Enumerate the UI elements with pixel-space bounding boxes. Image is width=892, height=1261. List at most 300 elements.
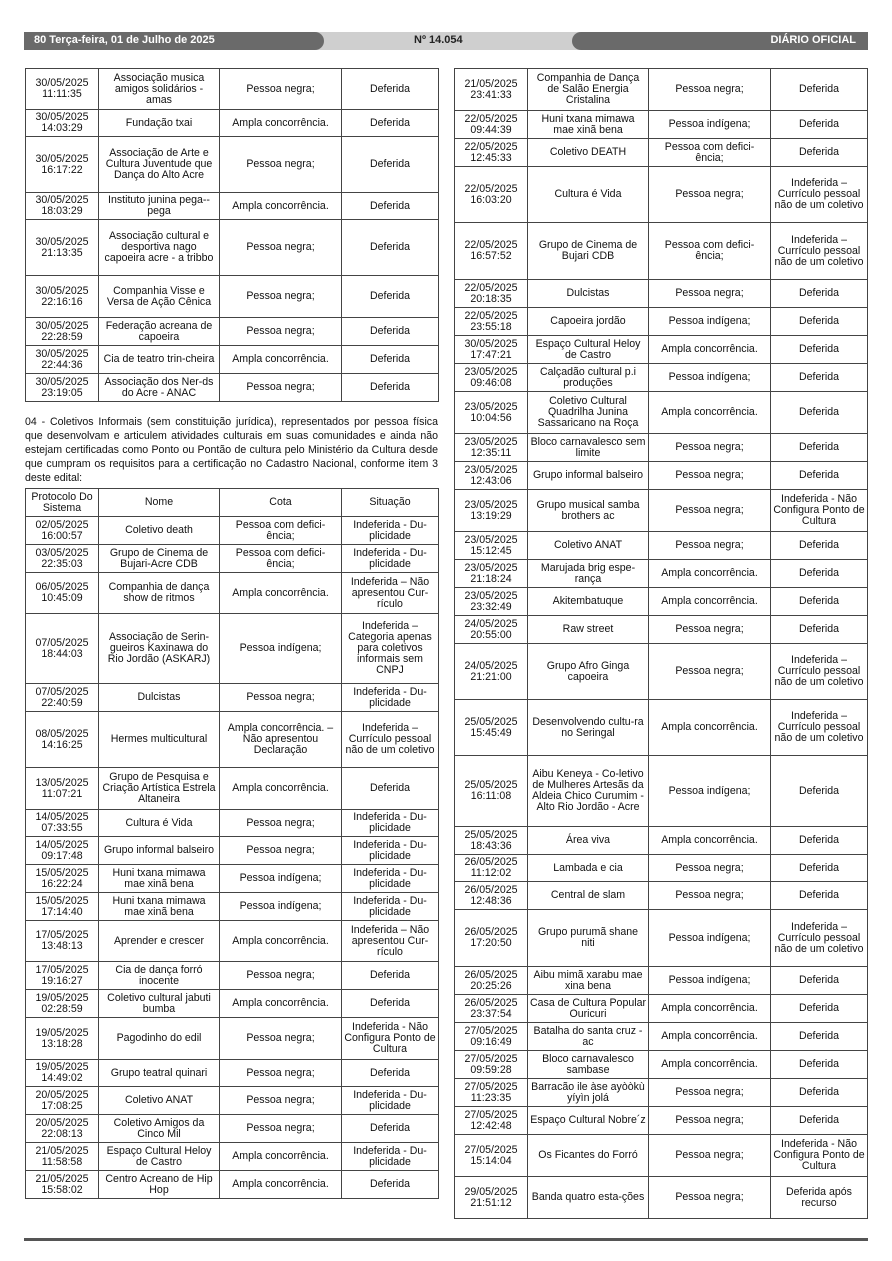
table-row xyxy=(455,223,868,280)
table-row xyxy=(26,276,439,318)
table-row xyxy=(26,865,439,893)
protocolo-cell: 23/05/2025 12:35:11 xyxy=(455,434,528,462)
protocolo-cell: 20/05/2025 17:08:25 xyxy=(26,1087,99,1115)
nome-cell: Coletivo Cultural Quadrilha Junina Sassaricano na Roça xyxy=(528,392,649,434)
table-row xyxy=(455,616,868,644)
situacao-cell: Indeferida - Du-plicidade xyxy=(342,517,439,545)
table-row xyxy=(455,167,868,223)
table-row xyxy=(455,910,868,967)
col-header-situacao: Situação xyxy=(342,489,439,517)
table-body xyxy=(455,69,868,1219)
situacao-cell: Indeferida – Currículo pessoal não de um coletivo xyxy=(771,644,868,700)
nome-cell: Aibu Keneya - Co-letivo de Mulheres Artesãs da Aldeia Chico Curumim - Alto Rio Jordão - Acre xyxy=(528,756,649,827)
table-row xyxy=(455,139,868,167)
nome-cell: Dulcistas xyxy=(528,280,649,308)
nome-cell: Coletivo Amigos da Cinco Mil xyxy=(99,1115,220,1143)
table-body xyxy=(26,69,439,402)
cota-cell: Pessoa indígena; xyxy=(649,364,771,392)
cota-cell: Pessoa indígena; xyxy=(649,967,771,995)
table-row xyxy=(26,318,439,346)
nome-cell: Marujada brig espe-rança xyxy=(528,560,649,588)
cota-cell: Ampla concorrência. xyxy=(220,1171,342,1199)
cota-cell: Pessoa negra; xyxy=(649,69,771,111)
nome-cell: Companhia Visse e Versa de Ação Cênica xyxy=(99,276,220,318)
table-row xyxy=(455,111,868,139)
cota-cell: Pessoa negra; xyxy=(649,644,771,700)
cota-cell: Pessoa negra; xyxy=(220,1087,342,1115)
situacao-cell: Deferida xyxy=(771,995,868,1023)
cota-cell: Pessoa negra; xyxy=(220,318,342,346)
table-row xyxy=(455,490,868,532)
cota-cell: Ampla concorrência. – Não apresentou Declaração xyxy=(220,712,342,768)
cota-cell: Pessoa negra; xyxy=(649,616,771,644)
protocolo-cell: 26/05/2025 23:37:54 xyxy=(455,995,528,1023)
nome-cell: Grupo de Cinema de Bujari CDB xyxy=(528,223,649,280)
protocolo-cell: 21/05/2025 15:58:02 xyxy=(26,1171,99,1199)
table-row xyxy=(26,1171,439,1199)
situacao-cell: Deferida xyxy=(771,69,868,111)
protocolo-cell: 23/05/2025 13:19:29 xyxy=(455,490,528,532)
cota-cell: Pessoa negra; xyxy=(220,220,342,276)
table-row xyxy=(455,532,868,560)
situacao-cell: Deferida xyxy=(771,616,868,644)
protocolo-cell: 24/05/2025 21:21:00 xyxy=(455,644,528,700)
situacao-cell: Deferida xyxy=(342,318,439,346)
cota-cell: Pessoa negra; xyxy=(649,882,771,910)
col-header-nome: Nome xyxy=(99,489,220,517)
cota-cell: Pessoa negra; xyxy=(220,69,342,110)
situacao-cell: Indeferida - Du-plicidade xyxy=(342,1143,439,1171)
nome-cell: Cia de teatro trin-cheira xyxy=(99,346,220,374)
nome-cell: Associação dos Ner-ds do Acre - ANAC xyxy=(99,374,220,402)
table-row xyxy=(26,837,439,865)
nome-cell: Coletivo DEATH xyxy=(528,139,649,167)
protocolo-cell: 22/05/2025 12:45:33 xyxy=(455,139,528,167)
cota-cell: Pessoa negra; xyxy=(649,490,771,532)
protocolo-cell: 03/05/2025 22:35:03 xyxy=(26,545,99,573)
cota-cell: Pessoa indígena; xyxy=(649,756,771,827)
cota-cell: Pessoa negra; xyxy=(649,1107,771,1135)
cota-cell: Pessoa negra; xyxy=(220,1018,342,1060)
situacao-cell: Deferida xyxy=(342,374,439,402)
situacao-cell: Indeferida - Du-plicidade xyxy=(342,1087,439,1115)
nome-cell: Grupo Afro Ginga capoeira xyxy=(528,644,649,700)
cota-cell: Ampla concorrência. xyxy=(220,990,342,1018)
situacao-cell: Indeferida – Não apresentou Cur-rículo xyxy=(342,573,439,614)
table-row xyxy=(455,827,868,855)
table-row xyxy=(455,756,868,827)
cota-cell: Pessoa indígena; xyxy=(649,910,771,967)
protocolo-cell: 26/05/2025 11:12:02 xyxy=(455,855,528,882)
cota-cell: Ampla concorrência. xyxy=(649,995,771,1023)
situacao-cell: Deferida xyxy=(771,855,868,882)
table-row xyxy=(26,517,439,545)
cota-cell: Pessoa negra; xyxy=(220,137,342,193)
protocolo-cell: 08/05/2025 14:16:25 xyxy=(26,712,99,768)
table-row xyxy=(455,1079,868,1107)
table-row xyxy=(26,374,439,402)
cota-cell: Pessoa negra; xyxy=(220,837,342,865)
situacao-cell: Indeferida – Currículo pessoal não de um coletivo xyxy=(771,700,868,756)
nome-cell: Federação acreana de capoeira xyxy=(99,318,220,346)
nome-cell: Fundação txai xyxy=(99,110,220,137)
cota-cell: Ampla concorrência. xyxy=(649,700,771,756)
protocolo-cell: 30/05/2025 16:17:22 xyxy=(26,137,99,193)
table-row xyxy=(455,434,868,462)
protocolo-cell: 30/05/2025 14:03:29 xyxy=(26,110,99,137)
table-row xyxy=(455,336,868,364)
table-row xyxy=(26,1060,439,1087)
nome-cell: Central de slam xyxy=(528,882,649,910)
situacao-cell: Deferida xyxy=(342,990,439,1018)
cota-cell: Ampla concorrência. xyxy=(649,1023,771,1051)
nome-cell: Companhia de dança show de ritmos xyxy=(99,573,220,614)
protocolo-cell: 19/05/2025 13:18:28 xyxy=(26,1018,99,1060)
nome-cell: Grupo teatral quinari xyxy=(99,1060,220,1087)
protocolo-cell: 25/05/2025 18:43:36 xyxy=(455,827,528,855)
cota-cell: Ampla concorrência. xyxy=(220,573,342,614)
protocolo-cell: 23/05/2025 10:04:56 xyxy=(455,392,528,434)
nome-cell: Hermes multicultural xyxy=(99,712,220,768)
situacao-cell: Deferida xyxy=(342,1171,439,1199)
situacao-cell: Deferida xyxy=(771,434,868,462)
cota-cell: Pessoa negra; xyxy=(220,810,342,837)
cota-cell: Ampla concorrência. xyxy=(649,1051,771,1079)
nome-cell: Coletivo cultural jabuti bumba xyxy=(99,990,220,1018)
table-row xyxy=(455,1051,868,1079)
protocolo-cell: 26/05/2025 12:48:36 xyxy=(455,882,528,910)
cota-cell: Pessoa indígena; xyxy=(649,308,771,336)
cota-cell: Pessoa com defici-ência; xyxy=(220,545,342,573)
nome-cell: Huni txana mimawa mae xinã bena xyxy=(99,865,220,893)
table-row xyxy=(26,545,439,573)
nome-cell: Companhia de Dança de Salão Energia Cristalina xyxy=(528,69,649,111)
nome-cell: Grupo de Pesquisa e Criação Artística Estrela Altaneira xyxy=(99,768,220,810)
table-row xyxy=(455,1023,868,1051)
nome-cell: Cia de dança forró inocente xyxy=(99,962,220,990)
table-row xyxy=(455,644,868,700)
nome-cell: Barracão ile àse ayòòkù yíyìn jolá xyxy=(528,1079,649,1107)
situacao-cell: Deferida xyxy=(342,276,439,318)
table-row xyxy=(26,810,439,837)
table-row xyxy=(455,280,868,308)
protocolo-cell: 30/05/2025 18:03:29 xyxy=(26,193,99,220)
table-row xyxy=(455,364,868,392)
nome-cell: Grupo de Cinema de Bujari-Acre CDB xyxy=(99,545,220,573)
table-row xyxy=(455,995,868,1023)
section-04-paragraph: 04 - Coletivos Informais (sem constituição jurídica), representados por pessoa física que desenvolvam e articulem atividades culturais em suas comunidades e ainda não estejam certificadas como Ponto ou Pontão de cultura pelo Ministério da Cultura desde que cumpram os requisitos para a certificação no Cadastro Nacional, conforme item 3 deste edital: xyxy=(25,416,438,484)
nome-cell: Os Ficantes do Forró xyxy=(528,1135,649,1177)
cota-cell: Pessoa indígena; xyxy=(220,614,342,684)
nome-cell: Calçadão cultural p.i produções xyxy=(528,364,649,392)
situacao-cell: Deferida xyxy=(342,1115,439,1143)
cota-cell: Pessoa negra; xyxy=(649,167,771,223)
cota-cell: Ampla concorrência. xyxy=(220,110,342,137)
cota-cell: Pessoa indígena; xyxy=(220,893,342,921)
col-header-cota: Cota xyxy=(220,489,342,517)
situacao-cell: Deferida xyxy=(771,1051,868,1079)
nome-cell: Associação de Serin-gueiros Kaxinawa do Rio Jordão (ASKARJ) xyxy=(99,614,220,684)
table-row xyxy=(26,768,439,810)
situacao-cell: Deferida xyxy=(771,827,868,855)
situacao-cell: Deferida xyxy=(342,1060,439,1087)
cota-cell: Pessoa com defici-ência; xyxy=(220,517,342,545)
protocolo-cell: 29/05/2025 21:51:12 xyxy=(455,1177,528,1219)
nome-cell: Espaço Cultural Nobre´z xyxy=(528,1107,649,1135)
table-row xyxy=(26,921,439,962)
situacao-cell: Deferida xyxy=(771,588,868,616)
nome-cell: Coletivo ANAT xyxy=(99,1087,220,1115)
table-row xyxy=(26,712,439,768)
protocolo-cell: 26/05/2025 17:20:50 xyxy=(455,910,528,967)
protocolo-cell: 27/05/2025 11:23:35 xyxy=(455,1079,528,1107)
situacao-cell: Indeferida – Categoria apenas para coletivos informais sem CNPJ xyxy=(342,614,439,684)
protocolo-cell: 21/05/2025 11:58:58 xyxy=(26,1143,99,1171)
nome-cell: Aprender e crescer xyxy=(99,921,220,962)
nome-cell: Bloco carnavalesco sambase xyxy=(528,1051,649,1079)
situacao-cell: Indeferida - Du-plicidade xyxy=(342,893,439,921)
protocolo-cell: 15/05/2025 17:14:40 xyxy=(26,893,99,921)
table-body xyxy=(26,517,439,1199)
cota-cell: Ampla concorrência. xyxy=(649,560,771,588)
protocolo-cell: 14/05/2025 09:17:48 xyxy=(26,837,99,865)
page-date: 80 Terça-feira, 01 de Julho de 2025 xyxy=(34,34,215,46)
situacao-cell: Deferida xyxy=(771,280,868,308)
protocolo-cell: 13/05/2025 11:07:21 xyxy=(26,768,99,810)
situacao-cell: Deferida xyxy=(771,364,868,392)
nome-cell: Espaço Cultural Heloy de Castro xyxy=(528,336,649,364)
table-row xyxy=(26,573,439,614)
protocolo-cell: 26/05/2025 20:25:26 xyxy=(455,967,528,995)
table-row xyxy=(455,1107,868,1135)
cota-cell: Pessoa negra; xyxy=(649,1079,771,1107)
nome-cell: Grupo informal balseiro xyxy=(99,837,220,865)
table-row xyxy=(455,462,868,490)
situacao-cell: Indeferida – Não apresentou Cur-rículo xyxy=(342,921,439,962)
col-header-protocolo: Protocolo Do Sistema xyxy=(26,489,99,517)
coletivos-informais-table-continued xyxy=(454,68,868,1219)
footer-rule xyxy=(24,1238,868,1241)
table-row xyxy=(26,614,439,684)
cota-cell: Ampla concorrência. xyxy=(649,827,771,855)
cota-cell: Pessoa indígena; xyxy=(649,111,771,139)
situacao-cell: Indeferida - Du-plicidade xyxy=(342,545,439,573)
table-row xyxy=(26,893,439,921)
situacao-cell: Indeferida - Não Configura Ponto de Cultura xyxy=(342,1018,439,1060)
nome-cell: Grupo informal balseiro xyxy=(528,462,649,490)
protocolo-cell: 27/05/2025 09:16:49 xyxy=(455,1023,528,1051)
situacao-cell: Deferida após recurso xyxy=(771,1177,868,1219)
situacao-cell: Deferida xyxy=(771,967,868,995)
protocolo-cell: 30/05/2025 22:28:59 xyxy=(26,318,99,346)
table-row xyxy=(26,137,439,193)
protocolo-cell: 19/05/2025 14:49:02 xyxy=(26,1060,99,1087)
nome-cell: Coletivo ANAT xyxy=(528,532,649,560)
protocolo-cell: 07/05/2025 22:40:59 xyxy=(26,684,99,712)
cota-cell: Pessoa negra; xyxy=(649,434,771,462)
nome-cell: Raw street xyxy=(528,616,649,644)
cota-cell: Ampla concorrência. xyxy=(649,588,771,616)
cota-cell: Pessoa negra; xyxy=(649,280,771,308)
cota-cell: Pessoa negra; xyxy=(220,1115,342,1143)
situacao-cell: Deferida xyxy=(771,756,868,827)
cota-cell: Pessoa negra; xyxy=(220,1060,342,1087)
table-row xyxy=(26,193,439,220)
protocolo-cell: 25/05/2025 15:45:49 xyxy=(455,700,528,756)
situacao-cell: Indeferida - Não Configura Ponto de Cultura xyxy=(771,1135,868,1177)
situacao-cell: Indeferida - Du-plicidade xyxy=(342,837,439,865)
cota-cell: Ampla concorrência. xyxy=(220,1143,342,1171)
nome-cell: Associação cultural e desportiva nago capoeira acre - a tribbo xyxy=(99,220,220,276)
protocolo-cell: 27/05/2025 12:42:48 xyxy=(455,1107,528,1135)
protocolo-cell: 24/05/2025 20:55:00 xyxy=(455,616,528,644)
table-row xyxy=(26,1018,439,1060)
cota-cell: Ampla concorrência. xyxy=(220,193,342,220)
table-row xyxy=(455,69,868,111)
cota-cell: Ampla concorrência. xyxy=(220,768,342,810)
table-row xyxy=(26,990,439,1018)
nome-cell: Centro Acreano de Hip Hop xyxy=(99,1171,220,1199)
nome-cell: Huni txana mimawa mae xinã bena xyxy=(99,893,220,921)
right-column xyxy=(454,68,867,1219)
cota-cell: Pessoa negra; xyxy=(649,1135,771,1177)
table-row xyxy=(26,1143,439,1171)
nome-cell: Akitembatuque xyxy=(528,588,649,616)
table-row xyxy=(455,308,868,336)
situacao-cell: Deferida xyxy=(771,1079,868,1107)
table-row xyxy=(455,560,868,588)
table-row xyxy=(26,962,439,990)
cota-cell: Ampla concorrência. xyxy=(220,346,342,374)
table-row xyxy=(26,69,439,110)
cota-cell: Pessoa negra; xyxy=(649,462,771,490)
nome-cell: Huni txana mimawa mae xinã bena xyxy=(528,111,649,139)
coletivos-informais-table xyxy=(25,488,439,1199)
situacao-cell: Deferida xyxy=(342,193,439,220)
protocolo-cell: 23/05/2025 21:18:24 xyxy=(455,560,528,588)
protocolo-cell: 17/05/2025 19:16:27 xyxy=(26,962,99,990)
nome-cell: Associação musica amigos solidários - amas xyxy=(99,69,220,110)
protocolo-cell: 27/05/2025 09:59:28 xyxy=(455,1051,528,1079)
table-row xyxy=(455,967,868,995)
nome-cell: Cultura é Vida xyxy=(99,810,220,837)
nome-cell: Cultura é Vida xyxy=(528,167,649,223)
protocolo-cell: 27/05/2025 15:14:04 xyxy=(455,1135,528,1177)
protocolo-cell: 30/05/2025 23:19:05 xyxy=(26,374,99,402)
left-column xyxy=(25,68,438,1199)
nome-cell: Instituto junina pega--pega xyxy=(99,193,220,220)
protocolo-cell: 22/05/2025 20:18:35 xyxy=(455,280,528,308)
protocolo-cell: 30/05/2025 11:11:35 xyxy=(26,69,99,110)
nome-cell: Grupo musical samba brothers ac xyxy=(528,490,649,532)
table-row xyxy=(455,588,868,616)
table-row xyxy=(26,1115,439,1143)
protocolo-cell: 30/05/2025 22:44:36 xyxy=(26,346,99,374)
situacao-cell: Deferida xyxy=(771,392,868,434)
protocolo-cell: 20/05/2025 22:08:13 xyxy=(26,1115,99,1143)
nome-cell: Pagodinho do edil xyxy=(99,1018,220,1060)
nome-cell: Desenvolvendo cultu-ra no Seringal xyxy=(528,700,649,756)
nome-cell: Coletivo death xyxy=(99,517,220,545)
situacao-cell: Indeferida – Currículo pessoal não de um coletivo xyxy=(771,910,868,967)
situacao-cell: Deferida xyxy=(342,220,439,276)
cota-cell: Pessoa indígena; xyxy=(220,865,342,893)
table-row xyxy=(26,1087,439,1115)
protocolo-cell: 14/05/2025 07:33:55 xyxy=(26,810,99,837)
table-row xyxy=(26,110,439,137)
protocolo-cell: 15/05/2025 16:22:24 xyxy=(26,865,99,893)
nome-cell: Capoeira jordão xyxy=(528,308,649,336)
table-row xyxy=(455,1177,868,1219)
cota-cell: Ampla concorrência. xyxy=(220,921,342,962)
nome-cell: Lambada e cia xyxy=(528,855,649,882)
protocolo-cell: 22/05/2025 09:44:39 xyxy=(455,111,528,139)
situacao-cell: Indeferida - Não Configura Ponto de Cultura xyxy=(771,490,868,532)
protocolo-cell: 30/05/2025 17:47:21 xyxy=(455,336,528,364)
situacao-cell: Deferida xyxy=(771,1107,868,1135)
cota-cell: Pessoa negra; xyxy=(220,374,342,402)
cota-cell: Pessoa negra; xyxy=(220,276,342,318)
table-header xyxy=(26,489,439,517)
nome-cell: Espaço Cultural Heloy de Castro xyxy=(99,1143,220,1171)
cota-cell: Pessoa negra; xyxy=(649,532,771,560)
situacao-cell: Indeferida – Currículo pessoal não de um coletivo xyxy=(771,223,868,280)
nome-cell: Bloco carnavalesco sem limite xyxy=(528,434,649,462)
nome-cell: Banda quatro esta-ções xyxy=(528,1177,649,1219)
protocolo-cell: 25/05/2025 16:11:08 xyxy=(455,756,528,827)
situacao-cell: Deferida xyxy=(771,308,868,336)
table-row xyxy=(455,700,868,756)
protocolo-cell: 23/05/2025 15:12:45 xyxy=(455,532,528,560)
situacao-cell: Deferida xyxy=(771,532,868,560)
nome-cell: Associação de Arte e Cultura Juventude que Dança do Alto Acre xyxy=(99,137,220,193)
table-row xyxy=(26,684,439,712)
page-header xyxy=(24,32,868,50)
cota-cell: Pessoa negra; xyxy=(649,855,771,882)
protocolo-cell: 23/05/2025 23:32:49 xyxy=(455,588,528,616)
situacao-cell: Deferida xyxy=(771,462,868,490)
cota-cell: Pessoa negra; xyxy=(649,1177,771,1219)
protocolo-cell: 22/05/2025 16:03:20 xyxy=(455,167,528,223)
issue-number: Nº 14.054 xyxy=(414,34,463,46)
nome-cell: Grupo purumã shane niti xyxy=(528,910,649,967)
situacao-cell: Deferida xyxy=(342,962,439,990)
situacao-cell: Indeferida – Currículo pessoal não de um coletivo xyxy=(771,167,868,223)
situacao-cell: Indeferida - Du-plicidade xyxy=(342,865,439,893)
situacao-cell: Deferida xyxy=(771,882,868,910)
protocolo-cell: 30/05/2025 21:13:35 xyxy=(26,220,99,276)
table-row xyxy=(455,855,868,882)
situacao-cell: Deferida xyxy=(342,137,439,193)
nome-cell: Dulcistas xyxy=(99,684,220,712)
protocolo-cell: 17/05/2025 13:48:13 xyxy=(26,921,99,962)
cota-cell: Ampla concorrência. xyxy=(649,392,771,434)
cota-cell: Pessoa com defici-ência; xyxy=(649,139,771,167)
table-row xyxy=(455,1135,868,1177)
cota-cell: Pessoa negra; xyxy=(220,684,342,712)
nome-cell: Casa de Cultura Popular Ouricuri xyxy=(528,995,649,1023)
protocolo-cell: 07/05/2025 18:44:03 xyxy=(26,614,99,684)
protocolo-cell: 22/05/2025 16:57:52 xyxy=(455,223,528,280)
table-row xyxy=(455,392,868,434)
table-row xyxy=(455,882,868,910)
applicants-table-continued xyxy=(25,68,439,402)
situacao-cell: Deferida xyxy=(342,768,439,810)
protocolo-cell: 22/05/2025 23:55:18 xyxy=(455,308,528,336)
situacao-cell: Deferida xyxy=(771,336,868,364)
protocolo-cell: 23/05/2025 09:46:08 xyxy=(455,364,528,392)
protocolo-cell: 19/05/2025 02:28:59 xyxy=(26,990,99,1018)
